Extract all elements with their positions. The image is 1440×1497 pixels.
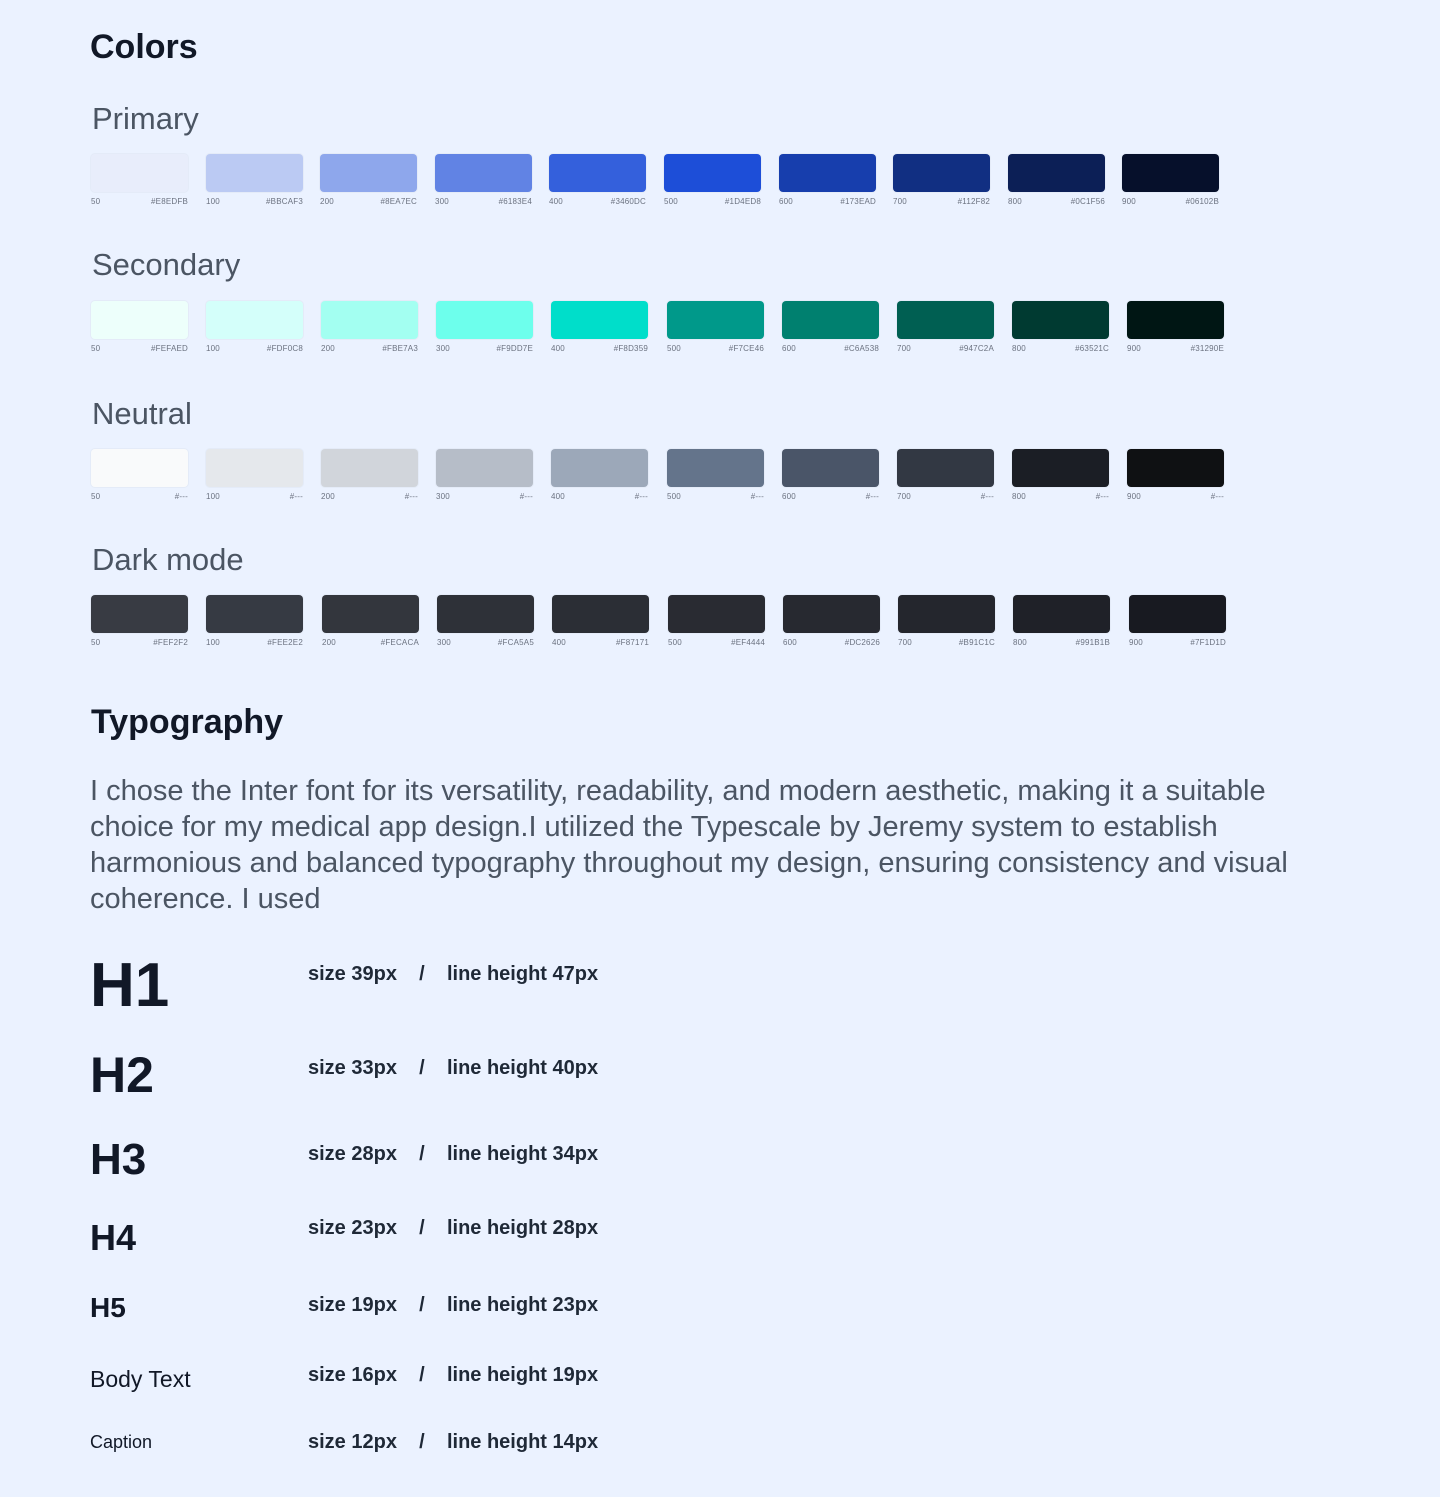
swatch-hex-label: #0C1F56 [1070, 197, 1105, 206]
swatch-hex-label: #B91C1C [958, 638, 995, 647]
swatch-step-label: 600 [783, 638, 797, 647]
color-swatch [206, 449, 303, 487]
swatch-hex-label: #31290E [1190, 344, 1224, 353]
color-swatch [1008, 154, 1105, 192]
color-group-title: Primary [92, 101, 199, 136]
swatch-hex-label: #F9DD7E [496, 344, 533, 353]
type-size: size 39px [308, 963, 397, 985]
swatch-step-label: 200 [321, 492, 335, 501]
swatch-hex-label: #F87171 [616, 638, 649, 647]
type-style-spec [308, 963, 598, 986]
color-swatch [436, 449, 533, 487]
color-swatch [1013, 595, 1110, 633]
type-style-name: Caption [90, 1432, 153, 1452]
swatch-hex-label: #FEF2F2 [153, 638, 188, 647]
color-swatch [91, 595, 188, 633]
swatch-row [91, 595, 1231, 655]
swatch-step-label: 900 [1129, 638, 1143, 647]
swatch-hex-label: #06102B [1185, 197, 1219, 206]
swatch-step-label: 900 [1127, 492, 1141, 501]
type-separator: / [419, 1431, 425, 1453]
swatch-row [91, 449, 1231, 509]
type-separator: / [419, 1143, 425, 1165]
swatch-hex-label: #112F82 [957, 197, 990, 206]
type-style-spec [308, 1217, 598, 1240]
color-swatch [1012, 301, 1109, 339]
color-swatch [893, 154, 990, 192]
color-swatch [1129, 595, 1226, 633]
swatch-hex-label: #DC2626 [844, 638, 880, 647]
type-style-spec [308, 1143, 598, 1166]
color-swatch [1127, 301, 1224, 339]
type-size: size 33px [308, 1057, 397, 1079]
type-style-spec [308, 1057, 598, 1080]
type-size: size 12px [308, 1431, 397, 1453]
swatch-hex-label: #--- [1210, 492, 1224, 501]
type-size: size 16px [308, 1364, 397, 1386]
swatch-step-label: 50 [91, 344, 101, 353]
color-swatch [552, 595, 649, 633]
color-swatch [1012, 449, 1109, 487]
swatch-step-label: 300 [437, 638, 451, 647]
swatch-hex-label: #FEE2E2 [267, 638, 303, 647]
color-group-title: Neutral [92, 396, 192, 431]
type-style-name: H5 [90, 1292, 126, 1323]
color-swatch [91, 449, 188, 487]
swatch-step-label: 200 [322, 638, 336, 647]
type-style-name: H4 [90, 1217, 137, 1258]
swatch-step-label: 600 [782, 492, 796, 501]
type-line-height: line height 28px [446, 1217, 599, 1239]
type-style-spec [308, 1364, 598, 1387]
swatch-step-label: 100 [206, 197, 220, 206]
color-swatch [206, 154, 303, 192]
typography-title: Typography [91, 703, 284, 741]
swatch-step-label: 600 [782, 344, 796, 353]
swatch-step-label: 400 [549, 197, 563, 206]
color-swatch [667, 301, 764, 339]
color-swatch [322, 595, 419, 633]
color-swatch [782, 301, 879, 339]
type-style-name: H3 [90, 1135, 147, 1184]
color-swatch [1127, 449, 1224, 487]
swatch-step-label: 200 [321, 344, 335, 353]
type-line-height: line height 19px [446, 1364, 599, 1386]
swatch-hex-label: #1D4ED8 [724, 197, 761, 206]
color-swatch [898, 595, 995, 633]
swatch-hex-label: #173EAD [840, 197, 876, 206]
color-swatch [206, 595, 303, 633]
swatch-step-label: 700 [893, 197, 907, 206]
type-size: size 23px [308, 1217, 397, 1239]
color-swatch [897, 449, 994, 487]
swatch-hex-label: #3460DC [610, 197, 646, 206]
swatch-hex-label: #63521C [1075, 344, 1109, 353]
color-swatch [321, 449, 418, 487]
type-style-spec [308, 1294, 598, 1317]
type-separator: / [419, 1294, 425, 1316]
swatch-hex-label: #FCA5A5 [497, 638, 534, 647]
swatch-row [91, 301, 1231, 361]
swatch-step-label: 500 [667, 492, 681, 501]
swatch-step-label: 800 [1012, 492, 1026, 501]
swatch-step-label: 400 [552, 638, 566, 647]
swatch-hex-label: #--- [634, 492, 648, 501]
swatch-hex-label: #8EA7EC [380, 197, 417, 206]
color-swatch [1122, 154, 1219, 192]
swatch-hex-label: #EF4444 [731, 638, 765, 647]
swatch-step-label: 900 [1122, 197, 1136, 206]
color-swatch [897, 301, 994, 339]
swatch-step-label: 500 [667, 344, 681, 353]
type-style-name: H1 [90, 951, 170, 1020]
color-swatch [436, 301, 533, 339]
swatch-step-label: 50 [91, 197, 101, 206]
type-line-height: line height 47px [446, 963, 599, 985]
swatch-hex-label: #--- [289, 492, 303, 501]
color-swatch [667, 449, 764, 487]
color-swatch [551, 301, 648, 339]
swatch-step-label: 800 [1008, 197, 1022, 206]
swatch-step-label: 300 [436, 492, 450, 501]
color-swatch [321, 301, 418, 339]
swatch-step-label: 100 [206, 344, 220, 353]
type-style-name: H2 [90, 1047, 154, 1103]
swatch-step-label: 500 [668, 638, 682, 647]
color-swatch [206, 301, 303, 339]
swatch-hex-label: #--- [174, 492, 188, 501]
color-swatch [551, 449, 648, 487]
swatch-hex-label: #F8D359 [613, 344, 648, 353]
swatch-hex-label: #7F1D1D [1190, 638, 1226, 647]
type-size: size 28px [308, 1143, 397, 1165]
swatch-hex-label: #--- [750, 492, 764, 501]
swatch-step-label: 700 [897, 344, 911, 353]
swatch-step-label: 900 [1127, 344, 1141, 353]
swatch-step-label: 100 [206, 492, 220, 501]
type-line-height: line height 14px [446, 1431, 599, 1453]
color-group-title: Dark mode [92, 542, 244, 577]
swatch-hex-label: #BBCAF3 [266, 197, 303, 206]
swatch-step-label: 700 [897, 492, 911, 501]
color-swatch [91, 154, 188, 192]
swatch-step-label: 700 [898, 638, 912, 647]
type-separator: / [419, 1057, 425, 1079]
color-swatch [668, 595, 765, 633]
color-swatch [91, 301, 188, 339]
swatch-step-label: 300 [435, 197, 449, 206]
swatch-row [91, 154, 1231, 214]
swatch-hex-label: #6183E4 [498, 197, 532, 206]
swatch-hex-label: #991B1B [1075, 638, 1110, 647]
swatch-hex-label: #C6A538 [844, 344, 879, 353]
colors-title: Colors [90, 28, 198, 66]
type-separator: / [419, 1217, 425, 1239]
swatch-step-label: 400 [551, 344, 565, 353]
swatch-step-label: 100 [206, 638, 220, 647]
swatch-step-label: 400 [551, 492, 565, 501]
swatch-step-label: 800 [1012, 344, 1026, 353]
swatch-hex-label: #947C2A [959, 344, 994, 353]
swatch-hex-label: #--- [865, 492, 879, 501]
type-separator: / [419, 1364, 425, 1386]
color-swatch [779, 154, 876, 192]
color-swatch [549, 154, 646, 192]
type-line-height: line height 34px [446, 1143, 599, 1165]
swatch-hex-label: #--- [404, 492, 418, 501]
swatch-step-label: 300 [436, 344, 450, 353]
swatch-step-label: 200 [320, 197, 334, 206]
swatch-hex-label: #FECACA [380, 638, 419, 647]
swatch-hex-label: #--- [980, 492, 994, 501]
color-swatch [782, 449, 879, 487]
type-style-name: Body Text [90, 1366, 191, 1392]
swatch-step-label: 50 [91, 492, 101, 501]
type-line-height: line height 23px [446, 1294, 599, 1316]
type-size: size 19px [308, 1294, 397, 1316]
type-style-spec [308, 1431, 598, 1454]
color-swatch [783, 595, 880, 633]
swatch-step-label: 800 [1013, 638, 1027, 647]
swatch-hex-label: #FBE7A3 [382, 344, 418, 353]
swatch-hex-label: #E8EDFB [151, 197, 188, 206]
color-swatch [320, 154, 417, 192]
swatch-hex-label: #--- [1095, 492, 1109, 501]
color-swatch [664, 154, 761, 192]
type-separator: / [419, 963, 425, 985]
type-line-height: line height 40px [446, 1057, 599, 1079]
swatch-hex-label: #F7CE46 [728, 344, 764, 353]
typography-description: I chose the Inter font for its versatility, readability, and modern aesthetic, making it a suitable choice for my medical app design.I utilized the Typescale by Jeremy system to establish harmonious and balanced typography throughout my design, ensuring consistency and visual coherence. I used [90, 775, 1288, 915]
swatch-step-label: 50 [91, 638, 101, 647]
color-group-title: Secondary [92, 247, 241, 282]
swatch-hex-label: #--- [519, 492, 533, 501]
swatch-step-label: 500 [664, 197, 678, 206]
swatch-step-label: 600 [779, 197, 793, 206]
color-swatch [437, 595, 534, 633]
swatch-hex-label: #FDF0C8 [266, 344, 303, 353]
color-swatch [435, 154, 532, 192]
swatch-hex-label: #FEFAED [151, 344, 188, 353]
